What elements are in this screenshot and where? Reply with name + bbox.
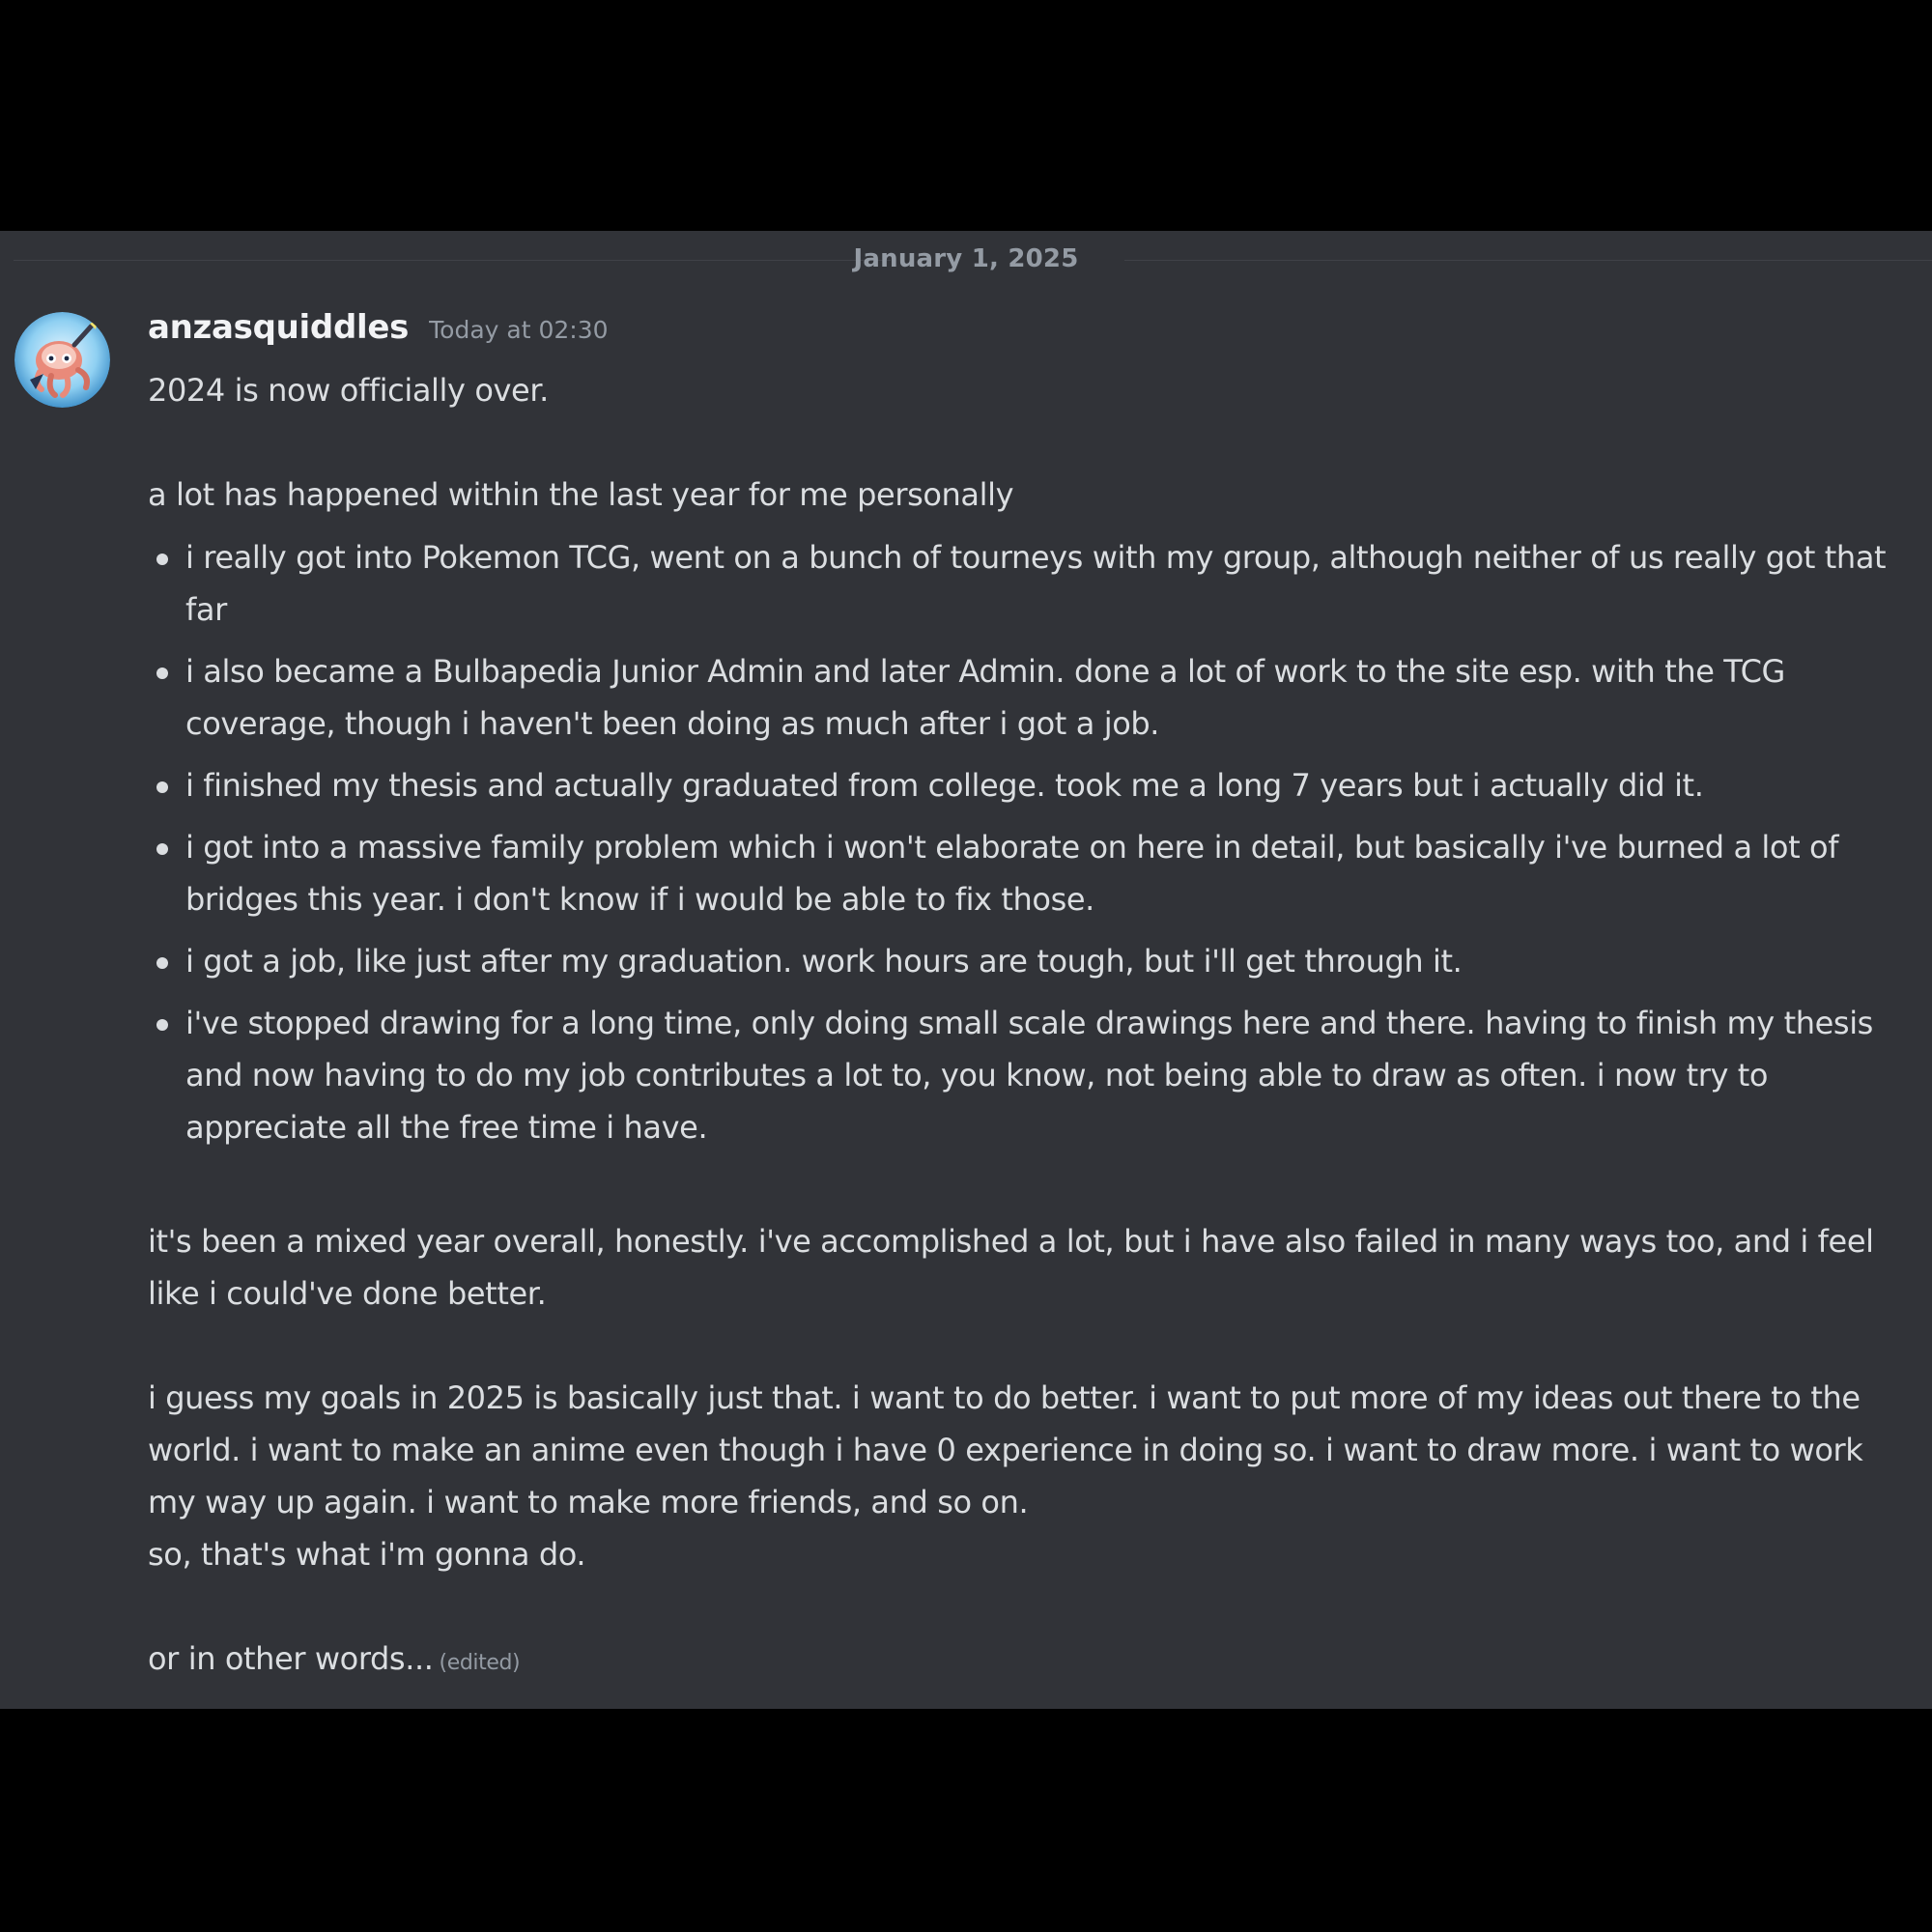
edited-indicator[interactable]: (edited) xyxy=(439,1651,521,1675)
blank-line xyxy=(148,1580,1896,1633)
list-item: i got a job, like just after my graduation. work hours are tough, but i'll get through it. xyxy=(185,935,1896,987)
message-goals: i guess my goals in 2025 is basically just that. i want to do better. i want to put more of my ideas out there to the world. i want to make an anime even though i have 0 experience in doing so. i want to draw more. i want to work my way up again. i want to make more friends, and so on. xyxy=(148,1379,1863,1520)
avatar[interactable] xyxy=(14,312,110,408)
avatar-octopus-icon xyxy=(14,312,110,408)
list-item: i also became a Bulbapedia Junior Admin and later Admin. done a lot of work to the site esp. with the TCG coverage, though i haven't been doing as much after i got a job. xyxy=(185,645,1896,750)
list-item: i've stopped drawing for a long time, only doing small scale drawings here and there. having to finish my thesis and now having to do my job contributes a lot to, you know, not being able to draw as often. i now try to appreciate all the free time i have. xyxy=(185,997,1896,1153)
message-closing: or in other words... xyxy=(148,1640,434,1677)
list-item: i got into a massive family problem which i won't elaborate on here in detail, but basically i've burned a lot of bridges this year. i don't know if i would be able to fix those. xyxy=(185,821,1896,925)
chat-panel xyxy=(0,231,1932,1709)
message-reflection: it's been a mixed year overall, honestly. i've accomplished a lot, but i have also failed in many ways too, and i feel like i could've done better. xyxy=(148,1223,1874,1312)
list-item: i finished my thesis and actually graduated from college. took me a long 7 years but i actually did it. xyxy=(185,759,1896,811)
bullet-list xyxy=(148,531,1896,1153)
username[interactable]: anzasquiddles xyxy=(148,308,410,347)
message-header xyxy=(148,308,609,356)
divider-line-right xyxy=(1124,260,1932,261)
message-timestamp[interactable]: Today at 02:30 xyxy=(429,316,609,344)
date-divider-label: January 1, 2025 xyxy=(853,244,1079,273)
date-divider xyxy=(14,231,1932,289)
blank-line xyxy=(148,416,1896,469)
blank-line xyxy=(148,1163,1896,1215)
message-closing-line xyxy=(148,1633,1896,1690)
message-intro: 2024 is now officially over. xyxy=(148,372,549,409)
message-content xyxy=(148,364,1896,1690)
list-item: i really got into Pokemon TCG, went on a bunch of tourneys with my group, although neither of us really got that far xyxy=(185,531,1896,636)
blank-line xyxy=(148,1320,1896,1372)
message-list-intro: a lot has happened within the last year for me personally xyxy=(148,476,1014,513)
message-conclusion: so, that's what i'm gonna do. xyxy=(148,1536,586,1573)
